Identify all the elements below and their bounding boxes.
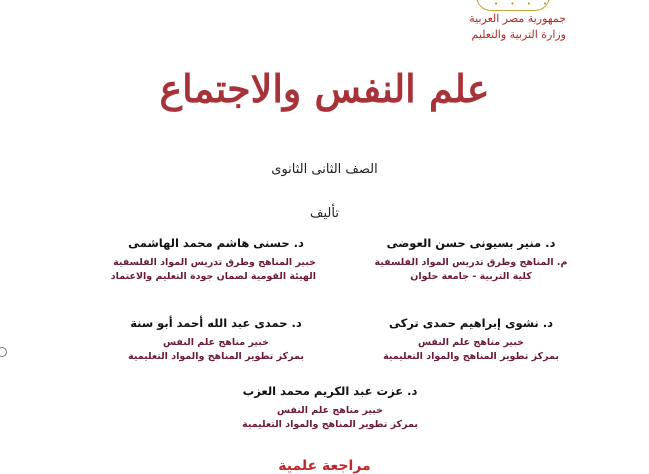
author-block <box>366 316 576 364</box>
author-block <box>116 316 316 364</box>
author-role: خبير مناهج علم النفس <box>163 337 269 348</box>
author-name: د. منير بسيونى حسن العوضى <box>386 236 556 250</box>
author-affiliation: بمركز تطوير المناهج والمواد التعليمية <box>128 351 304 362</box>
author-affiliation: الهيئة القومية لضمان جودة التعليم والاعتماد <box>110 271 316 282</box>
authorship-label: تأليف <box>310 206 339 221</box>
emblem-ornament-icon: • • • • <box>494 0 553 8</box>
author-role: م. المناهج وطرق تدريس المواد الفلسفية <box>374 257 568 268</box>
author-affiliation: كلية التربية - جامعة حلوان <box>410 271 532 282</box>
book-title: علم النفس والاجتماع <box>159 66 490 111</box>
author-block <box>110 236 316 284</box>
scientific-review-label: مراجعة علمية <box>278 458 371 474</box>
ministry-header-line1: جمهورية مصر العربية <box>469 12 566 25</box>
author-name: د. نشوى إبراهيم حمدى تركى <box>388 316 554 330</box>
author-block <box>240 384 420 432</box>
author-name: د. حمدى عبد الله أحمد أبو سنة <box>130 316 302 330</box>
author-role: خبير مناهج علم النفس <box>277 405 383 416</box>
author-block <box>366 236 576 284</box>
author-role: خبير المناهج وطرق تدريس المواد الفلسفية <box>113 257 316 268</box>
author-affiliation: بمركز تطوير المناهج والمواد التعليمية <box>383 351 559 362</box>
author-name: د. عزت عبد الكريم محمد العزب <box>242 384 418 398</box>
author-affiliation: بمركز تطوير المناهج والمواد التعليمية <box>242 419 418 430</box>
circle-icon <box>0 347 7 357</box>
grade-level: الصف الثانى الثانوى <box>271 162 378 177</box>
author-name: د. حسنى هاشم محمد الهاشمى <box>128 236 304 250</box>
ministry-header-line2: وزارة التربية والتعليم <box>471 28 566 41</box>
author-role: خبير مناهج علم النفس <box>418 337 524 348</box>
